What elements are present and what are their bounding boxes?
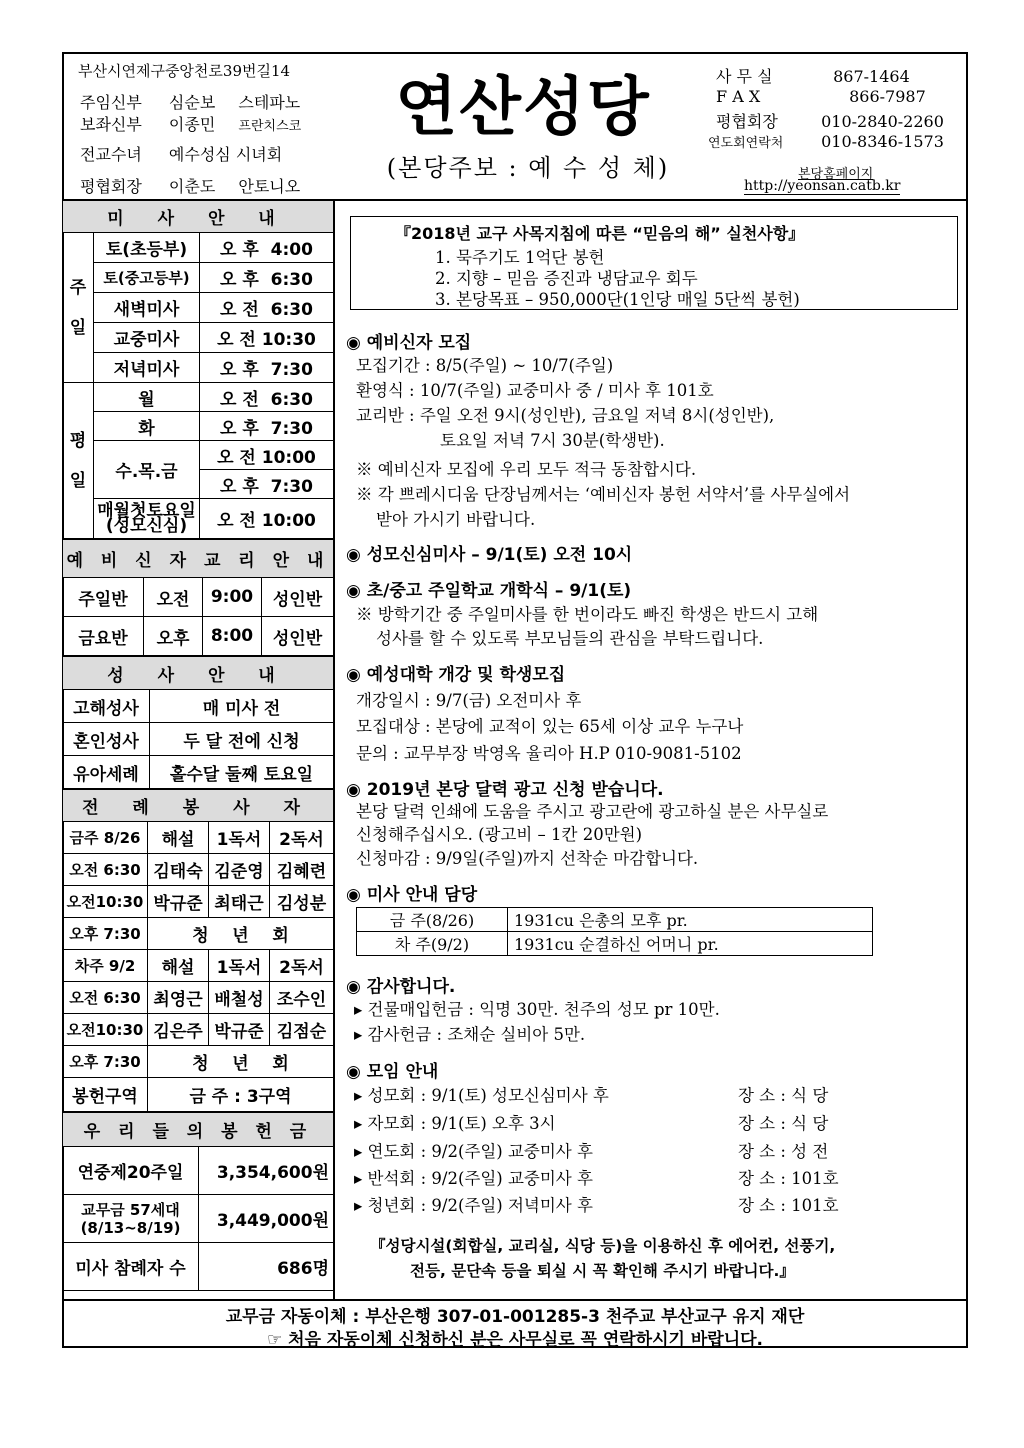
meeting-place: 장 소 : 식 당 (738, 1114, 829, 1133)
left-column (62, 200, 334, 1291)
server-name: 김준영 (209, 854, 270, 886)
sacrament-name: 유아세례 (63, 756, 150, 789)
offerings-title: 우 리 들 의 봉 헌 금 (63, 1113, 334, 1147)
catechumen-title: ◉ 예비신자 모집 (346, 333, 472, 353)
sacrament-value: 두 달 전에 신청 (150, 723, 334, 756)
notice-line: 모집대상 : 본당에 교적이 있는 65세 이상 교우 누구나 (356, 717, 744, 736)
server-name: 박규준 (148, 886, 209, 918)
college-title: ◉ 예성대학 개강 및 학생모집 (346, 665, 566, 685)
sacrament-table (62, 656, 334, 789)
servers-col: 해설 (148, 950, 209, 982)
contact-label: F A X (716, 87, 761, 106)
server-name: 김혜련 (270, 854, 334, 886)
footer-bank-info: 교무금 자동이체 : 부산은행 307-01-001285-3 천주교 부산교구 유지 재단 (225, 1307, 805, 1327)
intention-week: 차 주(9/2) (357, 932, 508, 956)
servers-week: 차주 9/2 (63, 950, 148, 982)
catechism-group: 성인반 (262, 617, 334, 656)
mass-name: 수.목.금 (94, 441, 200, 499)
sunday-school-title: ◉ 초/중고 주일학교 개학식 – 9/1(토) (346, 581, 632, 601)
server-name: 김은주 (148, 1014, 209, 1046)
guideline-box (350, 216, 958, 310)
mass-name: 교중미사 (94, 323, 200, 353)
church-name: 연산성당 (395, 71, 651, 145)
staff-row (80, 142, 282, 165)
meeting-text: ▸ 자모회 : 9/1(토) 오후 3시 (354, 1114, 556, 1133)
mass-time: 오 후 4:00 (200, 233, 334, 263)
footer-autopay-notice: ☞ 처음 자동이체 신청하신 분은 사무실로 꼭 연락하시기 바랍니다. (266, 1330, 764, 1350)
guideline-item: 1. 묵주기도 1억단 봉헌 (435, 248, 605, 267)
contact-value: 010-8346-1573 (821, 132, 944, 151)
notice-line: ※ 예비신자 모집에 우리 모두 적극 동참합시다. (356, 460, 697, 479)
mass-name: 새벽미사 (94, 293, 200, 323)
sunday-label (63, 233, 94, 383)
servers-col: 해설 (148, 822, 209, 854)
column-divider (333, 200, 335, 1300)
servers-col: 2독서 (270, 822, 334, 854)
notice-line: ▸ 감사헌금 : 조채순 실비아 5만. (354, 1025, 586, 1044)
intention-week: 금 주(8/26) (357, 908, 508, 932)
mass-time: 오 전 10:30 (200, 323, 334, 353)
calendar-title: ◉ 2019년 본당 달력 광고 신청 받습니다. (346, 780, 664, 800)
guideline-item: 3. 본당목표 – 950,000단(1인당 매일 5단씩 봉헌) (435, 290, 800, 309)
offering-zone-label: 봉헌구역 (63, 1078, 148, 1112)
staff-title: 프란치스코 (238, 119, 302, 134)
offering-value: 686명 (199, 1243, 334, 1291)
contact-value: 866-7987 (849, 87, 926, 106)
server-name: 김태숙 (148, 854, 209, 886)
offering-zone-value: 금 주 : 3구역 (148, 1078, 334, 1112)
staff-name: 예수성심 시녀회 (168, 145, 283, 164)
catechism-table (62, 539, 334, 656)
meeting-text: ▸ 반석회 : 9/2(주일) 교중미사 후 (354, 1169, 593, 1188)
offering-value: 3,354,600원 (199, 1147, 334, 1195)
server-group: 청 년 회 (148, 1046, 334, 1078)
staff-row (80, 174, 300, 197)
notice-line: ※ 각 쁘레시디움 단장님께서는 ‘예비신자 봉헌 서약서’를 사무실에서 (356, 485, 851, 504)
mass-name: 토(초등부) (94, 233, 200, 263)
bulletin-name: (본당주보 : 예 수 성 체) (386, 154, 670, 182)
contact-row (708, 132, 944, 151)
notice-line: 성사를 할 수 있도록 부모님들의 관심을 부탁드립니다. (376, 629, 764, 648)
servers-mass: 오전10:30 (63, 886, 148, 918)
staff-role: 평협회장 (80, 177, 142, 196)
sacrament-value: 홀수달 둘째 토요일 (150, 756, 334, 789)
catechism-day: 주일반 (63, 578, 144, 617)
servers-mass: 오전 6:30 (63, 982, 148, 1014)
meeting-place: 장 소 : 성 전 (738, 1142, 829, 1161)
servers-mass: 오후 7:30 (63, 918, 148, 950)
servers-col: 2독서 (270, 950, 334, 982)
notice-line: 신청해주십시오. (광고비 – 1칸 20만원) (356, 825, 643, 844)
guideline-item: 2. 지향 – 믿음 증진과 냉담교우 회두 (435, 269, 698, 288)
contact-value: 010-2840-2260 (821, 112, 944, 131)
footer-divider (62, 1299, 968, 1301)
staff-role: 주임신부 (80, 93, 142, 112)
sacrament-value: 매 미사 전 (150, 690, 334, 723)
staff-row (80, 90, 300, 113)
notice-line: 개강일시 : 9/7(금) 오전미사 후 (356, 691, 582, 710)
mass-intentions-table (356, 907, 873, 956)
server-name: 김점순 (270, 1014, 334, 1046)
notice-line: 환영식 : 10/7(주일) 교중미사 중 / 미사 후 101호 (356, 381, 714, 400)
meetings-title: ◉ 모임 안내 (346, 1062, 439, 1082)
offering-value: 3,449,000원 (199, 1195, 334, 1243)
notice-line: ▸ 건물매입헌금 : 익명 30만. 천주의 성모 pr 10만. (354, 1000, 720, 1019)
contact-label: 평협회장 (716, 112, 778, 131)
staff-name: 이춘도 (168, 177, 216, 196)
catechism-time: 9:00 (203, 578, 262, 617)
staff-title: 안토니오 (238, 177, 301, 196)
servers-week: 금주 8/26 (63, 822, 148, 854)
servers-mass: 오전 6:30 (63, 854, 148, 886)
marian-mass-title: ◉ 성모신심미사 – 9/1(토) 오전 10시 (346, 545, 633, 565)
mass-time: 오 전 6:30 (200, 293, 334, 323)
mass-intentions-title: ◉ 미사 안내 담당 (346, 885, 478, 905)
staff-name: 이종민 (168, 115, 216, 134)
catechism-title: 예 비 신 자 교 리 안 내 (63, 540, 334, 578)
mass-time: 오 전 10:00 (200, 441, 334, 470)
servers-mass: 오후 7:30 (63, 1046, 148, 1078)
contact-value: 867-1464 (833, 67, 910, 86)
sunday-label-text: 주 일 (69, 277, 87, 338)
offering-label: 미사 참례자 수 (63, 1243, 199, 1291)
notice-line: 신청마감 : 9/9일(주일)까지 선착순 마감합니다. (356, 849, 699, 868)
servers-mass: 오전10:30 (63, 1014, 148, 1046)
notice-line: 본당 달력 인쇄에 도움을 주시고 광고란에 광고하실 분은 사무실로 (356, 802, 829, 821)
server-name: 배철성 (209, 982, 270, 1014)
mass-time: 오 후 7:30 (200, 470, 334, 499)
mass-table (62, 200, 334, 539)
mass-name: 토(중고등부) (94, 263, 200, 293)
facility-notice: 전등, 문단속 등을 퇴실 시 꼭 확인해 주시기 바랍니다.』 (410, 1262, 795, 1280)
meeting-text: ▸ 연도회 : 9/2(주일) 교중미사 후 (354, 1142, 593, 1161)
contact-label: 사 무 실 (716, 67, 773, 86)
servers-table (62, 789, 334, 1112)
catechism-ampm: 오후 (144, 617, 203, 656)
meeting-place: 장 소 : 식 당 (738, 1086, 829, 1105)
guideline-title: 『2018년 교구 사목지침에 따른 “믿음의 해” 실천사항』 (395, 224, 805, 243)
mass-time: 오 후 6:30 (200, 263, 334, 293)
offering-label: 연중제20주일 (63, 1147, 199, 1195)
thanks-title: ◉ 감사합니다. (346, 977, 456, 997)
church-address: 부산시연제구중앙천로39번길14 (78, 62, 291, 80)
server-name: 조수인 (270, 982, 334, 1014)
server-name: 최영근 (148, 982, 209, 1014)
notice-line: ※ 방학기간 중 주일미사를 한 번이라도 빠진 학생은 반드시 고해 (356, 605, 819, 624)
mass-time: 오 후 7:30 (200, 353, 334, 383)
intention-text: 1931cu 은총의 모후 pr. (508, 908, 873, 932)
notice-line: 교리반 : 주일 오전 9시(성인반), 금요일 저녁 8시(성인반), (356, 406, 775, 425)
homepage-link[interactable]: http://yeonsan.catb.kr (744, 178, 901, 194)
notice-line: 문의 : 교무부장 박영옥 율리아 H.P 010-9081-5102 (356, 744, 742, 763)
catechism-time: 8:00 (203, 617, 262, 656)
catechism-group: 성인반 (262, 578, 334, 617)
meeting-text: ▸ 성모회 : 9/1(토) 성모신심미사 후 (354, 1086, 609, 1105)
homepage-label: 본당홈페이지 (798, 167, 874, 182)
mass-name: 매월첫토요일 (성모신심) (94, 499, 200, 539)
offerings-table (62, 1112, 334, 1291)
sacrament-name: 혼인성사 (63, 723, 150, 756)
meeting-place: 장 소 : 101호 (738, 1196, 839, 1215)
server-name: 김성분 (270, 886, 334, 918)
catechism-day: 금요반 (63, 617, 144, 656)
mass-guide-title: 미 사 안 내 (63, 201, 334, 233)
catechism-ampm: 오전 (144, 578, 203, 617)
mass-time: 오 전 10:00 (200, 499, 334, 539)
contact-row (716, 64, 910, 87)
servers-title: 전 례 봉 사 자 (63, 790, 334, 822)
intention-text: 1931cu 순결하신 어머니 pr. (508, 932, 873, 956)
contact-row (716, 87, 926, 106)
server-name: 최태근 (209, 886, 270, 918)
sacrament-name: 고해성사 (63, 690, 150, 723)
offering-label: 교무금 57세대 (8/13~8/19) (63, 1195, 199, 1243)
mass-name: 화 (94, 412, 200, 441)
mass-name: 저녁미사 (94, 353, 200, 383)
mass-name: 월 (94, 383, 200, 412)
mass-time: 오 전 6:30 (200, 383, 334, 412)
staff-row (80, 112, 301, 135)
servers-col: 1독서 (209, 822, 270, 854)
notice-line: 토요일 저녁 7시 30분(학생반). (440, 431, 665, 450)
notice-line: 모집기간 : 8/5(주일) ~ 10/7(주일) (356, 356, 614, 375)
weekday-label-text: 평 일 (69, 430, 87, 491)
weekday-label (63, 383, 94, 539)
server-name: 박규준 (209, 1014, 270, 1046)
notice-line: 받아 가시기 바랍니다. (376, 510, 536, 529)
sacrament-title: 성 사 안 내 (63, 657, 334, 690)
meeting-place: 장 소 : 101호 (738, 1169, 839, 1188)
facility-notice: 『성당시설(회합실, 교리실, 식당 등)을 이용하신 후 에어컨, 선풍기, (370, 1237, 836, 1255)
staff-title: 스테파노 (238, 93, 301, 112)
servers-col: 1독서 (209, 950, 270, 982)
staff-role: 보좌신부 (80, 115, 142, 134)
mass-time: 오 후 7:30 (200, 412, 334, 441)
server-group: 청 년 회 (148, 918, 334, 950)
contact-label: 연도회연락처 (708, 136, 784, 151)
meeting-text: ▸ 청년회 : 9/2(주일) 저녁미사 후 (354, 1196, 593, 1215)
staff-name: 심순보 (168, 93, 216, 112)
contact-row (716, 109, 944, 132)
staff-role: 전교수녀 (80, 145, 142, 164)
